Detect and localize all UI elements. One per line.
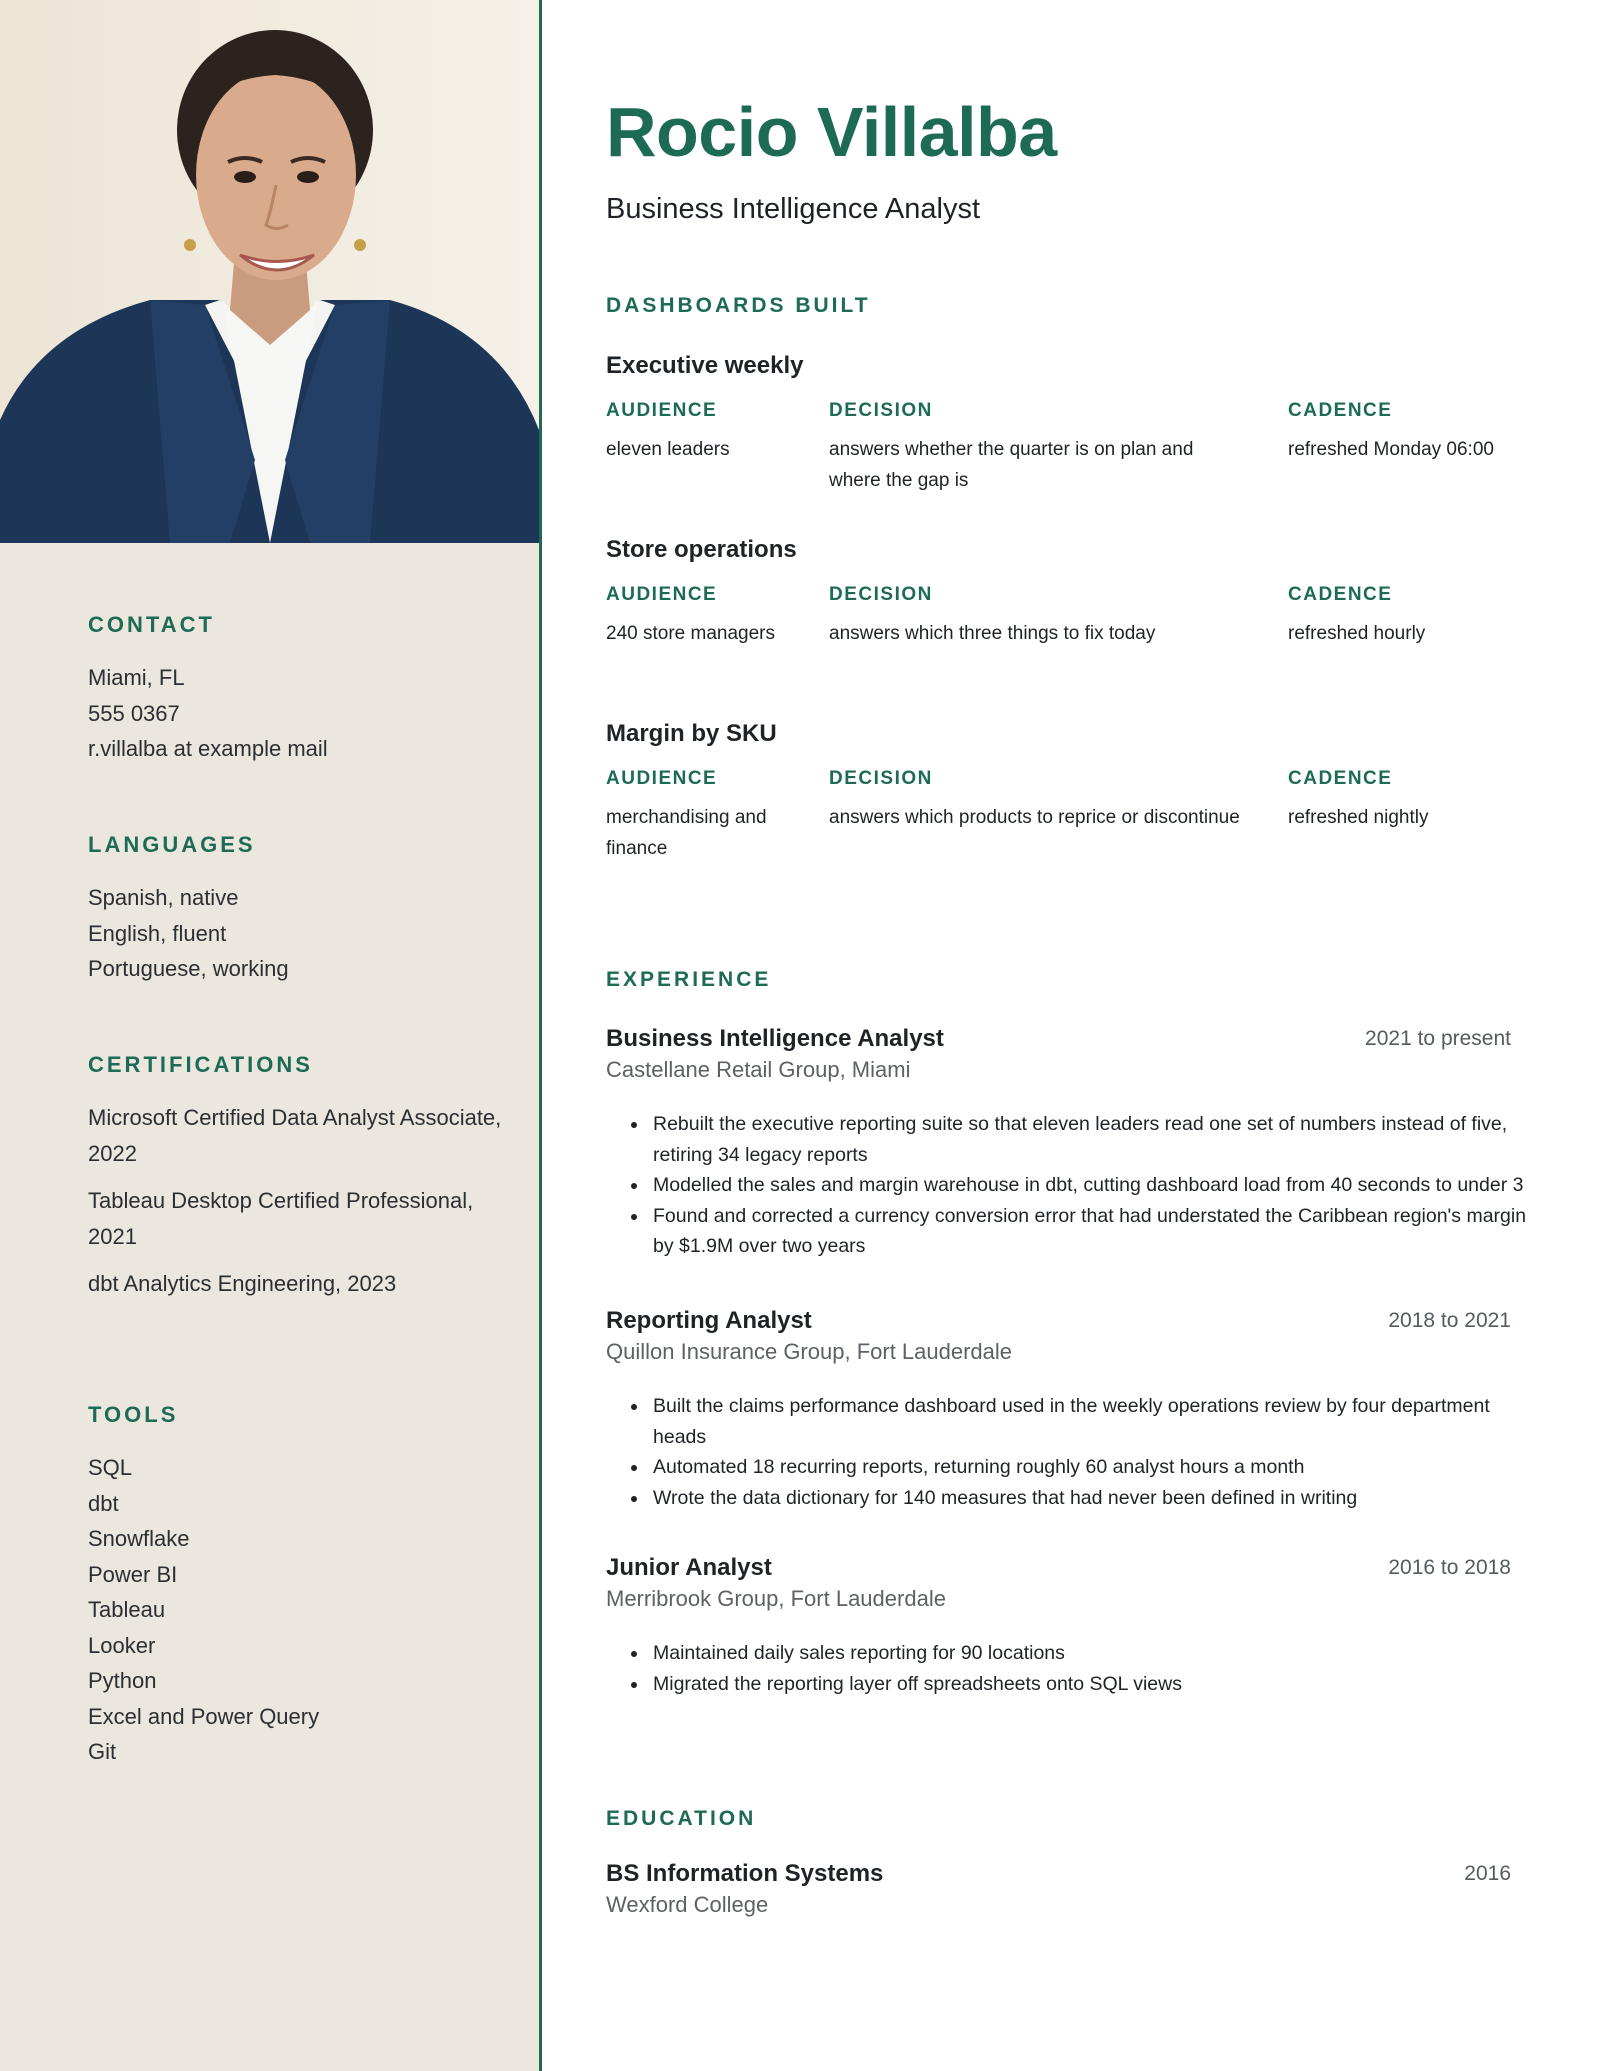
- job-organization: Castellane Retail Group, Miami: [606, 1057, 911, 1082]
- tool-item: Excel and Power Query: [88, 1703, 320, 1729]
- job-entry: [606, 1554, 1546, 1699]
- contact-phone: 555 0367: [88, 700, 180, 726]
- tool-item: Git: [88, 1739, 117, 1764]
- sidebar: [0, 0, 542, 2071]
- audience-value: eleven leaders: [606, 439, 730, 460]
- decision-value: answers whether the quarter is on plan and where the gap is: [829, 439, 1194, 491]
- job-bullet: Wrote the data dictionary for 140 measures that had never been defined in writing: [629, 1483, 1546, 1514]
- certification-item: dbt Analytics Engineering, 2023: [88, 1271, 397, 1296]
- job-bullets: [629, 1109, 1546, 1262]
- contact-heading: CONTACT: [88, 612, 215, 637]
- cadence-value: refreshed nightly: [1288, 807, 1429, 828]
- tool-item: SQL: [88, 1455, 133, 1480]
- job-title: Business Intelligence Analyst: [606, 1025, 944, 1052]
- decision-value: answers which products to reprice or discontinue: [829, 807, 1240, 828]
- candidate-title: Business Intelligence Analyst: [606, 193, 980, 225]
- job-dates: 2021 to present: [1365, 1027, 1511, 1050]
- audience-label: AUDIENCE: [606, 584, 718, 605]
- tool-item: Tableau: [88, 1597, 166, 1622]
- job-bullets: [629, 1638, 1546, 1699]
- tool-item: Snowflake: [88, 1526, 190, 1551]
- profile-photo: [0, 0, 539, 543]
- audience-value: merchandising and finance: [606, 807, 767, 859]
- language-item: Spanish, native: [88, 885, 239, 910]
- cadence-value: refreshed hourly: [1288, 623, 1426, 644]
- audience-value: 240 store managers: [606, 623, 775, 644]
- degree-title: BS Information Systems: [606, 1860, 884, 1887]
- decision-label: DECISION: [829, 584, 933, 605]
- job-entry: [606, 1025, 1546, 1262]
- cadence-label: CADENCE: [1288, 584, 1393, 605]
- tool-item: dbt: [88, 1490, 119, 1516]
- language-item: Portuguese, working: [88, 956, 289, 981]
- audience-label: AUDIENCE: [606, 768, 718, 789]
- job-dates: 2016 to 2018: [1388, 1556, 1511, 1579]
- tools-heading: TOOLS: [88, 1402, 179, 1427]
- job-bullet: Modelled the sales and margin warehouse in dbt, cutting dashboard load from 40 seconds to under 3: [629, 1170, 1546, 1201]
- job-bullet: Automated 18 recurring reports, returning roughly 60 analyst hours a month: [629, 1452, 1546, 1483]
- dashboard-title: Executive weekly: [606, 352, 804, 379]
- job-entry: [606, 1307, 1546, 1513]
- job-bullets: [629, 1391, 1546, 1513]
- job-bullet: Migrated the reporting layer off spreadsheets onto SQL views: [629, 1669, 1546, 1700]
- languages-section: [88, 832, 508, 987]
- certification-item: Tableau Desktop Certified Professional, 2021: [88, 1188, 474, 1249]
- contact-section: [88, 612, 508, 767]
- job-bullet: Rebuilt the executive reporting suite so that eleven leaders read one set of numbers instead of five, retiring 34 legacy reports: [629, 1109, 1546, 1170]
- cadence-label: CADENCE: [1288, 400, 1393, 421]
- decision-label: DECISION: [829, 400, 933, 421]
- tool-item: Power BI: [88, 1561, 178, 1587]
- job-bullet: Maintained daily sales reporting for 90 locations: [629, 1638, 1546, 1669]
- contact-email: r.villalba at example mail: [88, 736, 328, 761]
- job-title: Junior Analyst: [606, 1554, 772, 1581]
- graduation-year: 2016: [1464, 1862, 1511, 1885]
- cadence-label: CADENCE: [1288, 768, 1393, 789]
- cadence-value: refreshed Monday 06:00: [1288, 439, 1494, 460]
- dashboard-entry: [606, 352, 1546, 491]
- certifications-section: [88, 1052, 508, 1314]
- decision-value: answers which three things to fix today: [829, 623, 1156, 644]
- language-item: English, fluent: [88, 920, 227, 946]
- education-heading: EDUCATION: [606, 1807, 757, 1830]
- job-organization: Quillon Insurance Group, Fort Lauderdale: [606, 1339, 1013, 1364]
- school-name: Wexford College: [606, 1892, 769, 1917]
- experience-heading: EXPERIENCE: [606, 968, 772, 991]
- contact-location: Miami, FL: [88, 665, 185, 690]
- dashboard-entry: [606, 720, 1546, 859]
- certification-item: Microsoft Certified Data Analyst Associate, 2022: [88, 1105, 502, 1166]
- tool-item: Looker: [88, 1632, 156, 1658]
- dashboard-entry: [606, 536, 1546, 664]
- languages-heading: LANGUAGES: [88, 832, 256, 857]
- candidate-name: Rocio Villalba: [606, 93, 1057, 171]
- job-bullet: Built the claims performance dashboard used in the weekly operations review by four department heads: [629, 1391, 1546, 1452]
- job-organization: Merribrook Group, Fort Lauderdale: [606, 1586, 946, 1611]
- dashboards-heading: DASHBOARDS BUILT: [606, 294, 871, 317]
- job-bullet: Found and corrected a currency conversion error that had understated the Caribbean region's margin by $1.9M over two years: [629, 1201, 1546, 1262]
- tool-item: Python: [88, 1668, 157, 1693]
- dashboard-title: Store operations: [606, 536, 797, 563]
- audience-label: AUDIENCE: [606, 400, 718, 421]
- education-entry: [606, 1860, 1546, 1918]
- job-dates: 2018 to 2021: [1388, 1309, 1511, 1332]
- decision-label: DECISION: [829, 768, 933, 789]
- tools-section: [88, 1402, 508, 1770]
- certifications-heading: CERTIFICATIONS: [88, 1052, 313, 1077]
- job-title: Reporting Analyst: [606, 1307, 812, 1334]
- dashboard-title: Margin by SKU: [606, 720, 777, 747]
